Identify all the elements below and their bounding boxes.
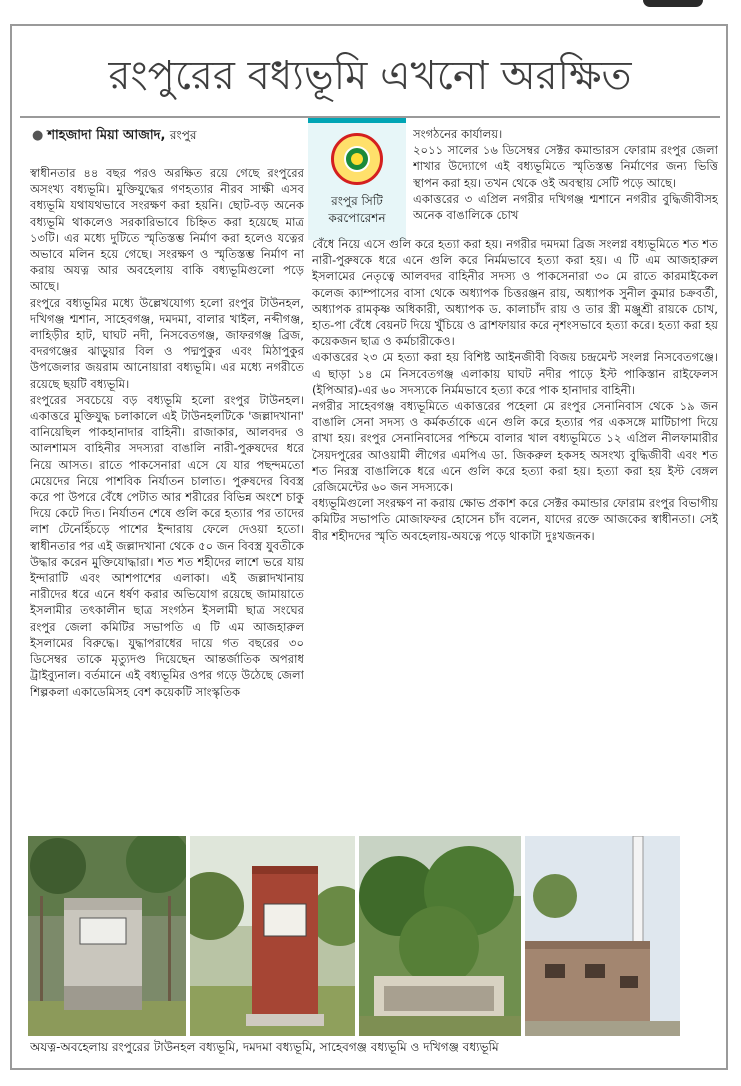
paragraph: রংপুরের সবচেয়ে বড় বধ্যভূমি হলো রংপুর টাউনহল। একাত্তরে মুক্তিযুদ্ধ চলাকালে এই টাউনহলটিকে 'জল্লাদখানা' বানিয়েছিল পাকহানাদার বাহিনী। রাজাকার, আলবদর ও আলশামস বাহিনীর সদস্যরা বাঙালি নারী-পুরুষদের ধরে নিয়ে আসত। রাতে পাকসেনারা এসে যে যার পছন্দমতো মেয়েদের নিয়ে পাশবিক নির্যাতন চালাত। পুরুষদের বিবস্ত্র করে পা উপরে বেঁধে পেটাত আর শরীরের বিভিন্ন অংশে চাকু দিয়ে কেটে দিত। নির্যাতন শেষে গুলি করে হত্যার পর তাদের লাশ টেনেহিঁচড়ে পাশের ইন্দারায় ফেলে দেওয়া হতো। স্বাধীনতার পর এই জল্লাদখানা থেকে ৫০ জন বিবস্ত্র যুবতীকে উদ্ধার করেন মুক্তিযোদ্ধারা। শত শত শহীদের লাশে ভরে যায় ইন্দারাটি এবং আশপাশের এলাকা। এই জল্লাদখানায় নারীদের ধরে এনে ধর্ষণ করার অভিযোগ রয়েছে জামায়াতে ইসলামীর তৎকালীন ছাত্র সংগঠন ইসলামী ছাত্র সংঘের রংপুর জেলা কমিটির সভাপতি এ টি এম আজহারুল ইসলামের বিরুদ্ধে। যুদ্ধাপরাধের দায়ে গত বছরের ৩০ ডিসেম্বর তাকে মৃত্যুদণ্ড দিয়েছেন আন্তর্জাতিক অপরাধ ট্রাইব্যুনাল। বর্তমানে এই বধ্যভূমির ওপর গড়ে উঠেছে জেলা শিল্পকলা একাডেমিসহ বেশ কয়েকটি সাংস্কৃতিক xyxy=(30,392,304,699)
city-corporation-emblem-icon xyxy=(331,133,383,185)
paragraph: নগরীর সাহেবগঞ্জ বধ্যভূমিতে একাত্তরের পহেলা মে রংপুর সেনানিবাস থেকে ১৯ জন বাঙালি সেনা সদস্য ও কর্মকর্তাকে এনে গুলি করে হত্যার পর একসঙ্গে মাটিচাপা দিয়ে রাখা হয়। রংপুর সেনানিবাসের পশ্চিমে বালার খাল বধ্যভূমিতে ১২ এপ্রিল নীলফামারীর সৈয়দপুরের আওয়ামী লীগের এমপিএ ডা. জিকরুল হকসহ অসংখ্য বুদ্ধিজীবী এবং শত শত নিরস্ত্র বাঙালিকে ধরে এনে গুলি করে হত্যা করা হয়। হত্যা করা হয় ইস্ট বেঙ্গল রেজিমেন্টের ৬০ জন সদস্যকে। xyxy=(312,399,718,495)
byline-author: শাহজাদা মিয়া আজাদ, xyxy=(47,128,166,143)
byline-location: রংপুর xyxy=(169,128,197,142)
paragraph: বেঁধে নিয়ে এসে গুলি করে হত্যা করা হয়। নগরীর দমদমা ব্রিজ সংলগ্ন বধ্যভূমিতে শত শত নারী-পুরুষকে ধরে এনে গুলি করে নির্মমভাবে হত্যা করা হয়। এ টি এম আজহারুল ইসলামের নেতৃত্বে আলবদর বাহিনীর সদস্য ও পাকসেনারা ৩০ মে রাতে কারমাইকেল কলেজ ক্যাম্পাসের বাসা থেকে অধ্যাপক চিত্তরঞ্জন রায়, অধ্যাপক সুনীল কুমার চক্রবর্তী, অধ্যাপক রামকৃষ্ণ অধিকারী, অধ্যাপক ড. কালাচাঁদ রায় ও তার স্ত্রী মঞ্জুশ্রী রায়কে চোখ, হাত-পা বেঁধে বেয়নট দিয়ে খুঁচিয়ে ও ব্রাশফায়ার করে নৃশংসভাবে হত্যা করে। হত্যা করা হয় কয়েকজন ছাত্র ও কর্মচারীকেও। xyxy=(312,237,718,349)
photo-townhall-memorial xyxy=(28,836,186,1036)
byline xyxy=(32,126,312,145)
photo-sahebganj-site xyxy=(359,836,521,1036)
paragraph: ২০১১ সালের ১৬ ডিসেম্বর সেক্টর কমান্ডারস ফোরাম রংপুর জেলা শাখার উদ্যোগে এই বধ্যভূমিতে স্মৃতিস্তম্ভ নির্মাণের জন্য ভিত্তি স্থাপন করা হয়। তখন থেকে ওই অবস্থায় সেটি পড়ে আছে। xyxy=(413,143,718,190)
paragraph: সংগঠনের কার্যালয়। xyxy=(413,127,503,141)
photo-damdama-memorial xyxy=(190,836,355,1036)
paragraph: রংপুরে বধ্যভূমির মধ্যে উল্লেখযোগ্য হলো রংপুর টাউনহল, দখিগঞ্জ শ্মশান, সাহেবগঞ্জ, দমদমা, বালার খাইল, নব্দীগঞ্জ, লাহিড়ীর হাট, ঘাঘট নদী, নিসবেতগঞ্জ, জাফরগঞ্জ ব্রিজ, বদরগঞ্জের ঝাড়ুয়ার বিল ও পদ্মপুকুর এবং মিঠাপুকুর উপজেলার জয়রাম আনোয়ারা বধ্যভূমি। এর মধ্যে নগরীতে রয়েছে ছয়টি বধ্যভূমি। xyxy=(30,295,304,391)
top-tab-decoration xyxy=(643,0,703,7)
paragraph: স্বাধীনতার ৪৪ বছর পরও অরক্ষিত রয়ে গেছে রংপুরের অসংখ্য বধ্যভূমি। মুক্তিযুদ্ধের গণহত্যার নীরব সাক্ষী এসব বধ্যভূমি যথাযথভাবে সংরক্ষণ করা হয়নি। ছোট-বড় অনেক বধ্যভূমি থাকলেও সরকারিভাবে চিহ্নিত করা হয়েছে মাত্র ১৩টি। এর মধ্যে দুটিতে স্মৃতিস্তম্ভ নির্মাণ করা হলেও যত্নের অভাবে মলিন হয়ে গেছে। সংরক্ষণ ও স্মৃতিস্তম্ভ নির্মাণ না করায় অযত্ন আর অবহেলায় বাকি বধ্যভূমিগুলো পড়ে আছে। xyxy=(30,166,304,294)
paragraph: একাত্তরের ৩ এপ্রিল নগরীর দখিগঞ্জ শ্মশানে নগরীর বুদ্ধিজীবীসহ অনেক বাঙালিকে চোখ xyxy=(413,191,718,223)
article-column-right-top xyxy=(413,126,718,236)
photo-caption: অযত্ন-অবহেলায় রংপুরের টাউনহল বধ্যভূমি, দমদমা বধ্যভূমি, সাহেবগঞ্জ বধ্যভূমি ও দখিগঞ্জ বধ্যভূমি xyxy=(30,1040,499,1054)
headline: রংপুরের বধ্যভূমি এখনো অরক্ষিত xyxy=(20,36,720,118)
article-column-right xyxy=(312,236,718,830)
city-corporation-logo-box xyxy=(308,118,406,240)
bullet-icon: ● xyxy=(32,128,44,143)
paragraph: বধ্যভূমিগুলো সংরক্ষণ না করায় ক্ষোভ প্রকাশ করে সেক্টর কমান্ডার ফোরাম রংপুর বিভাগীয় কমিটির সভাপতি মোজাফফর হোসেন চাঁদ বলেন, যাদের রক্তে আজকের স্বাধীনতা। সেই বীর শহীদদের স্মৃতি অবহেলায়-অযত্নে পড়ে থাকাটা দুঃখজনক। xyxy=(312,496,718,543)
paragraph: একাত্তরের ২৩ মে হত্যা করা হয় বিশিষ্ট আইনজীবী বিজয় চন্দ্রমেন্ট সংলগ্ন নিসবেতগঞ্জে। এ ছাড়া ১৪ মে নিসবেতগঞ্জ এলাকায় ঘাঘট নদীর পাড়ে ইস্ট পাকিস্তান রাইফেলস (ইপিআর)-এর ৬০ সদস্যকে নির্মমভাবে হত্যা করে পাক হানাদার বাহিনী। xyxy=(312,350,718,397)
page-top-strip xyxy=(0,0,741,14)
photo-strip xyxy=(28,836,680,1036)
article-column-left xyxy=(30,165,304,830)
photo-dakhiganj-site xyxy=(525,836,680,1036)
logo-caption-line: রংপুর সিটি xyxy=(331,194,383,208)
logo-caption xyxy=(308,193,406,227)
logo-caption-line: করপোরেশন xyxy=(328,211,386,225)
